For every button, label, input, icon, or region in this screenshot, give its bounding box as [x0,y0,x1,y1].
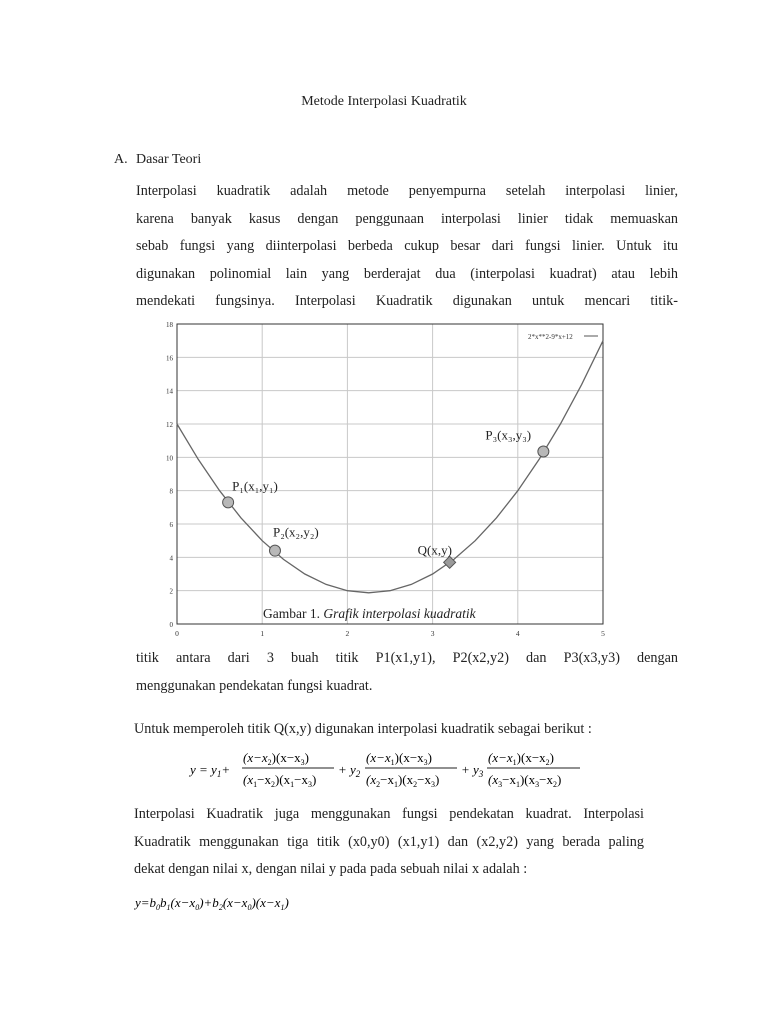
point-marker-q [444,556,456,568]
point-label: P₂(x₂,y₂) [272,524,319,540]
x-tick-label: 1 [260,629,265,638]
newton-formula [134,890,354,916]
point-label: P₁(x₁,y₁) [232,478,278,494]
document-title: Metode Interpolasi Kuadratik [301,94,467,109]
paragraph-line: digunakan polinomial lain yang berderajat dua (interpolasi kuadrat) atau lebih [136,265,678,282]
paragraph-line: Untuk memperoleh titik Q(x,y) digunakan interpolasi kuadratik sebagai berikut : [134,721,592,737]
chart-grid [177,324,603,624]
section-heading [114,152,201,168]
y-tick-label: 2 [169,587,173,596]
point-label: Q(x,y) [417,542,452,558]
svg-text:+ y3: + $y_3$ [461,762,484,779]
paragraph-approximation [134,801,644,884]
paragraph-intro [136,178,678,316]
quadratic-curve [177,341,603,593]
x-tick-label: 5 [601,629,605,638]
y-tick-label: 16 [166,354,173,363]
formula-term-1 [242,750,334,789]
paragraph-line: dekat dengan nilai x, dengan nilai y pada pada sebuah nilai x adalah : [134,861,528,877]
lagrange-formula [188,744,588,798]
svg-text:(x3−x1)(x3−x2): $(x_3-x_1)(x_3-x_2)$ [488,772,562,789]
point-marker [223,497,234,508]
svg-text:(x−x1)(x−x3): $(x-x_1)(x-x_3)$ [366,750,432,767]
x-tick-label: 0 [175,629,179,638]
paragraph-points [136,645,678,700]
y-tick-label: 14 [166,387,173,396]
paragraph-line: menggunakan pendekatan fungsi kuadrat. [136,677,373,694]
formula-term-3 [487,750,580,789]
y-tick-label: 0 [169,621,173,629]
y-tick-label: 4 [169,554,173,563]
y-tick-label: 18 [166,321,173,329]
svg-text:(x−x2)(x−x3): $(x-x_2)(x-x_3)$ [243,750,309,767]
paragraph-line: mendekati fungsinya. Interpolasi Kuadratik digunakan untuk mencari titik- [136,293,678,309]
x-tick-label: 2 [345,629,350,638]
paragraph-line: Interpolasi Kuadratik juga menggunakan fungsi pendekatan kuadrat. Interpolasi [134,806,644,822]
chart-legend [528,333,598,341]
section-letter: A. [114,152,128,167]
paragraph-line: karena banyak kasus dengan penggunaan interpolasi linier tidak memuaskan [136,210,678,227]
paragraph-line: titik antara dari 3 buah titik P1(x1,y1), P2(x2,y2) dan P3(x3,y3) dengan [136,650,678,666]
paragraph-line: Kuadratik menggunakan tiga titik (x0,y0) (x1,y1) dan (x2,y2) yang berada paling [134,833,644,850]
paragraph-formula-intro [134,716,676,744]
formula-term-2 [365,750,457,789]
legend-label: 2*x**2-9*x+12 [528,333,573,341]
svg-text:+ y2: + $y_2$ [338,762,361,779]
y-tick-label: 10 [166,454,173,463]
y-tick-label: 6 [169,521,173,529]
point-marker [269,545,280,556]
plot-frame [177,324,603,624]
svg-text:(x2−x1)(x2−x3): $(x_2-x_1)(x_2-x_3)$ [366,772,440,789]
point-marker [538,446,549,457]
x-tick-label: 3 [430,629,435,638]
paragraph-line: Interpolasi kuadratik adalah metode penyempurna setelah interpolasi linier, [136,183,678,199]
section-title: Dasar Teori [136,152,202,167]
svg-text:(x−x1)(x−x2): $(x-x_1)(x-x_2)$ [488,750,554,767]
chart-caption: Gambar 1. Grafik interpolasi kuadratik [263,606,476,621]
paragraph-line: sebab fungsi yang diinterpolasi berbeda cukup besar dari fungsi linier. Untuk itu [136,238,678,254]
svg-text:y=b0b1(x−x0)+b2(x−x0)(x−x1): $y=b_0b_1(x-x_0)+b_2(x-x_0)(x-x_1)$ [135,895,289,912]
interpolation-chart [160,312,610,642]
svg-text:(x1−x2)(x1−x3): $(x_1-x_2)(x_1-x_3)$ [243,772,317,789]
formula-lhs: $y = y_1+$ [190,762,231,779]
y-tick-label: 12 [166,421,173,429]
point-label: P₃(x₃,y₃) [485,427,532,443]
chart-points [223,428,549,569]
y-tick-label: 8 [169,487,173,496]
x-tick-label: 4 [515,629,520,638]
